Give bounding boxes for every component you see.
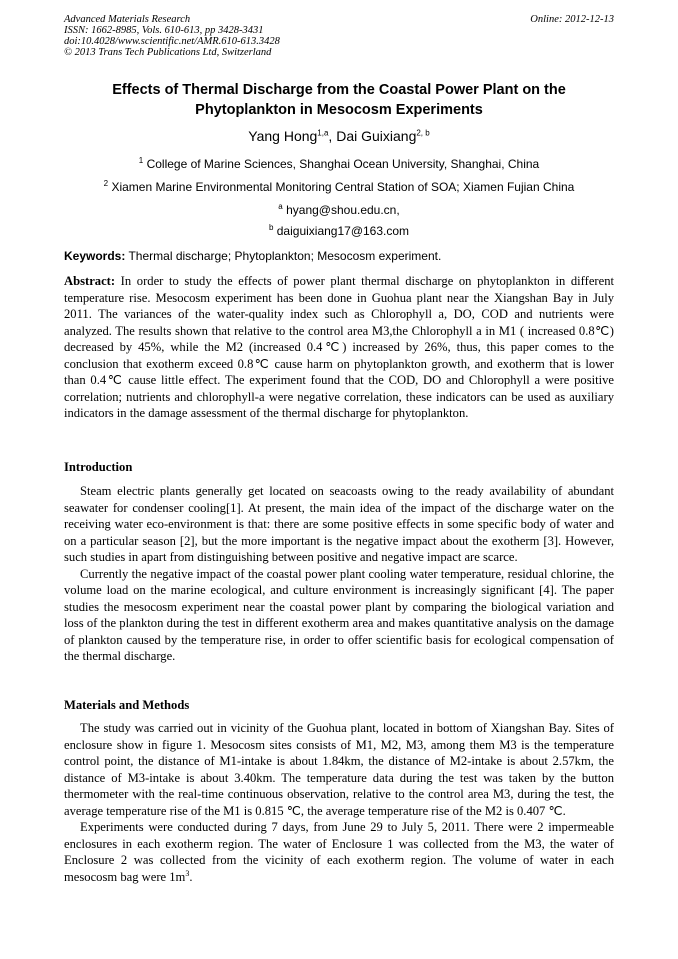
introduction-paragraph-2: Currently the negative impact of the coastal power plant cooling water temperature, residual chlorine, the volume load on the marine ecological, and culture environment is increasingly significant [4]. The paper studies the mesocosm experiment near the coastal power plant by comparing the biological variation and loss of the plankton during the test in different exotherm area and makes quantitative analysis on the damage of plankton caused by the temperature rise, in order to offer scientific basis for ecological compensation of the thermal discharge. (64, 566, 614, 663)
copyright-line: © 2013 Trans Tech Publications Ltd, Switzerland (64, 47, 272, 58)
email-2 (64, 224, 614, 239)
author-1-sup: 1,a (317, 128, 329, 138)
methods-paragraph-2 (64, 819, 614, 885)
methods-paragraph-2-text: Experiments were conducted during 7 days, from June 29 to July 5, 2011. There were 2 impermeable enclosures in each exotherm region. The water of Enclosure 1 was collected from the M3, the water of Enclosure 2 was collected from the vicinity of each exotherm region. The volume of water in each mesocosm bag were 1m (64, 820, 614, 884)
title-line-2: Phytoplankton in Mesocosm Experiments (195, 102, 483, 118)
affiliation-2-text: Xiamen Marine Environmental Monitoring Central Station of SOA; Xiamen Fujian China (111, 180, 575, 194)
author-1: Yang Hong (248, 128, 318, 144)
keywords-label: Keywords: (64, 249, 126, 263)
affiliation-2-sup: 2 (103, 179, 109, 188)
email-2-sup: b (268, 223, 274, 232)
affiliation-1-sup: 1 (138, 156, 144, 165)
methods-paragraph-1: The study was carried out in vicinity of the Guohua plant, located in bottom of Xiangshan Bay. Sites of enclosure show in figure 1. Mesocosm sites consists of M1, M2, M3, among them M3 is the temperature control point, the distance of M1-intake is about 1.84km, the distance of M2-intake is about 2.57km, the distance of M3-intake is about 3.40km. The temperature data during the test was taken by the button thermometer with the real-time continuous observation, relative to the control area M3, during the test, the average temperature rise of the M1 is 0.815 ℃, the average temperature rise of the M2 is 0.407 ℃. (64, 721, 614, 818)
online-date: Online: 2012-12-13 (530, 14, 614, 25)
journal-header (64, 14, 614, 58)
keywords-text: Thermal discharge; Phytoplankton; Mesocosm experiment. (125, 249, 442, 263)
author-list (64, 127, 614, 145)
doi-line: doi:10.4028/www.scientific.net/AMR.610-613.3428 (64, 36, 280, 47)
abstract-text: In order to study the effects of power plant thermal discharge on phytoplankton in different temperature rise. Mesocosm experiment has been done in Guohua plant near the Xiangshan Bay in July 2011. The variances of the water-quality index such as Chlorophyll a, DO, COD and nutrients were analyzed. The results shown that relative to the control area M3,the Chlorophyll a in M1 ( increased 0.8℃) decreased by 45%, while the M2 (increased 0.4℃) increased by 26%, thus, this paper comes to the conclusion that exotherm exceed 0.8℃ cause harm on phytoplankton growth, and exotherm that is lower than 0.4℃ cause little effect. The experiment found that the COD, DO and Chlorophyll a were positive correlation; nutrients and chlorophyll-a were negative correlation, these indicators can be used as auxiliary indicators in the damage assessment of the thermal discharge for phytoplankton. (64, 274, 614, 420)
affiliation-1 (64, 157, 614, 172)
introduction-heading: Introduction (64, 460, 133, 474)
title-line-1: Effects of Thermal Discharge from the Coastal Power Plant on the (112, 82, 566, 98)
email-1-text: hyang@shou.edu.cn, (286, 203, 400, 217)
email-1 (64, 203, 614, 218)
email-1-sup: a (278, 202, 283, 211)
volume-unit-sup: 3 (185, 868, 190, 878)
introduction-paragraph-1: Steam electric plants generally get located on seacoasts owing to the ready availability of abundant seawater for condenser cooling[1]. At present, the main idea of the impact of the discharge water on the receiving water eco-environment is that: there are some positive effects in some specific body of water and on a particular season [2], but the more important is the negative impact about the exotherm [3]. However, such studies in apart from distinguishing between positive and negative impact are scarce. (64, 484, 614, 564)
methods-body (64, 720, 614, 885)
affiliation-1-text: College of Marine Sciences, Shanghai Ocean University, Shanghai, China (146, 157, 540, 171)
keywords (64, 249, 614, 264)
affiliation-2 (64, 180, 614, 195)
issn-line: ISSN: 1662-8985, Vols. 610-613, pp 3428-3431 (64, 25, 264, 36)
abstract (64, 273, 614, 422)
email-2-text: daiguixiang17@163.com (276, 224, 410, 238)
author-2: Dai Guixiang (336, 128, 417, 144)
author-separator: , (328, 128, 337, 144)
introduction-body (64, 483, 614, 665)
methods-heading: Materials and Methods (64, 698, 190, 712)
journal-name: Advanced Materials Research (64, 14, 191, 25)
abstract-label: Abstract: (64, 274, 116, 288)
author-2-sup: 2, b (416, 128, 430, 138)
methods-paragraph-2-end: . (189, 869, 193, 884)
paper-title (64, 80, 614, 120)
